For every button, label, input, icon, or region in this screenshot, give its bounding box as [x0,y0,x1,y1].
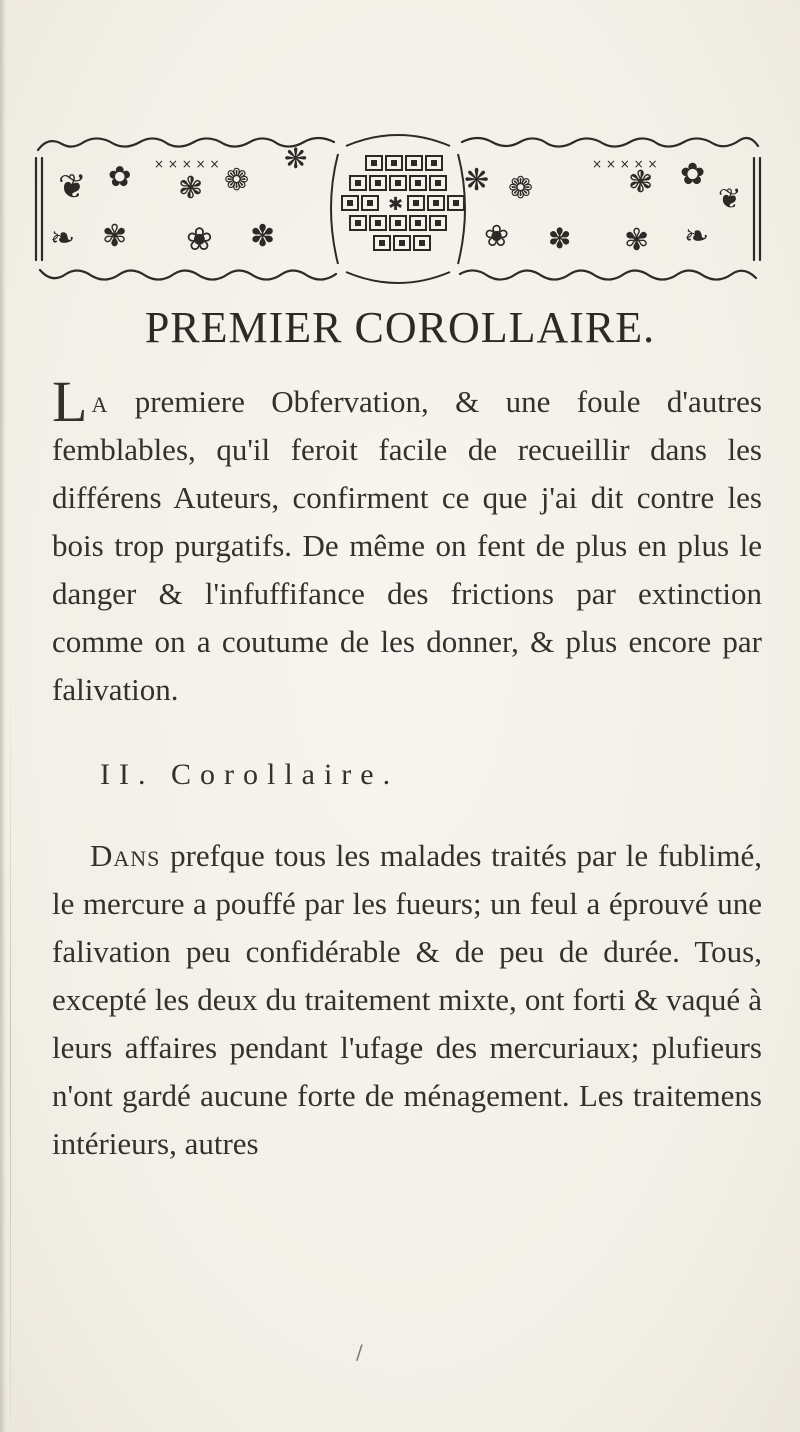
svg-text:✱: ✱ [388,194,404,215]
margin-pencil-line [10,660,11,1420]
svg-text:❦: ❦ [58,167,87,207]
ornamental-headpiece [28,128,768,290]
svg-text:✿: ✿ [108,160,132,193]
svg-text:✾: ✾ [102,219,128,254]
svg-text:❦: ❦ [718,182,742,215]
svg-text:✽: ✽ [250,219,276,254]
paragraph-1-lead: a [91,384,109,419]
svg-text:❃: ❃ [628,165,654,200]
svg-text:❋: ❋ [464,163,490,198]
svg-text:❋: ❋ [284,142,308,175]
svg-text:× × × × ×: × × × × × [592,157,658,171]
page-gutter-shadow [0,0,6,1432]
section-heading: II. Corollaire. [100,758,400,791]
svg-text:❀: ❀ [484,219,510,254]
paragraph-1-text: premiere Obfervation, & une foule d'autres femblables, qu'il feroit facile de recueillir dans les différens Auteurs, confirment ce que j'ai dit contre les bois trop purgatifs. De même on fent de plus en plus le danger & l'infuffifance des frictions par extinction comme on a coutume de les donner, & plus encore par falivation. [52,384,762,707]
stray-pen-mark: / [356,1340,363,1364]
svg-text:❧: ❧ [50,221,76,256]
svg-text:× × × × ×: × × × × × [154,157,220,171]
svg-text:❁: ❁ [508,171,534,206]
paragraph-1 [52,369,762,714]
svg-text:❁: ❁ [224,163,250,198]
paragraph-2 [52,832,762,1168]
drop-cap: L [52,369,88,434]
paragraph-2-text: prefque tous les malades traités par le fublimé, le mercure a pouffé par les fueurs; un feul a éprouvé une falivation peu confidérable & de peu de durée. Tous, excepté les deux du traitement mixte, ont forti & vaqué à leurs affaires pendant l'ufage des mercuriaux; plufieurs n'ont gardé aucune forte de ménagement. Les traitemens intérieurs, autres [52,838,762,1161]
svg-text:❀: ❀ [186,220,213,258]
svg-text:✽: ✽ [548,222,572,255]
svg-text:✾: ✾ [624,223,650,258]
svg-text:❃: ❃ [178,171,204,206]
svg-text:✿: ✿ [680,157,706,192]
chapter-title: PREMIER COROLLAIRE. [144,303,656,352]
svg-text:❧: ❧ [684,219,710,254]
paragraph-2-lead: Dans [90,838,161,873]
